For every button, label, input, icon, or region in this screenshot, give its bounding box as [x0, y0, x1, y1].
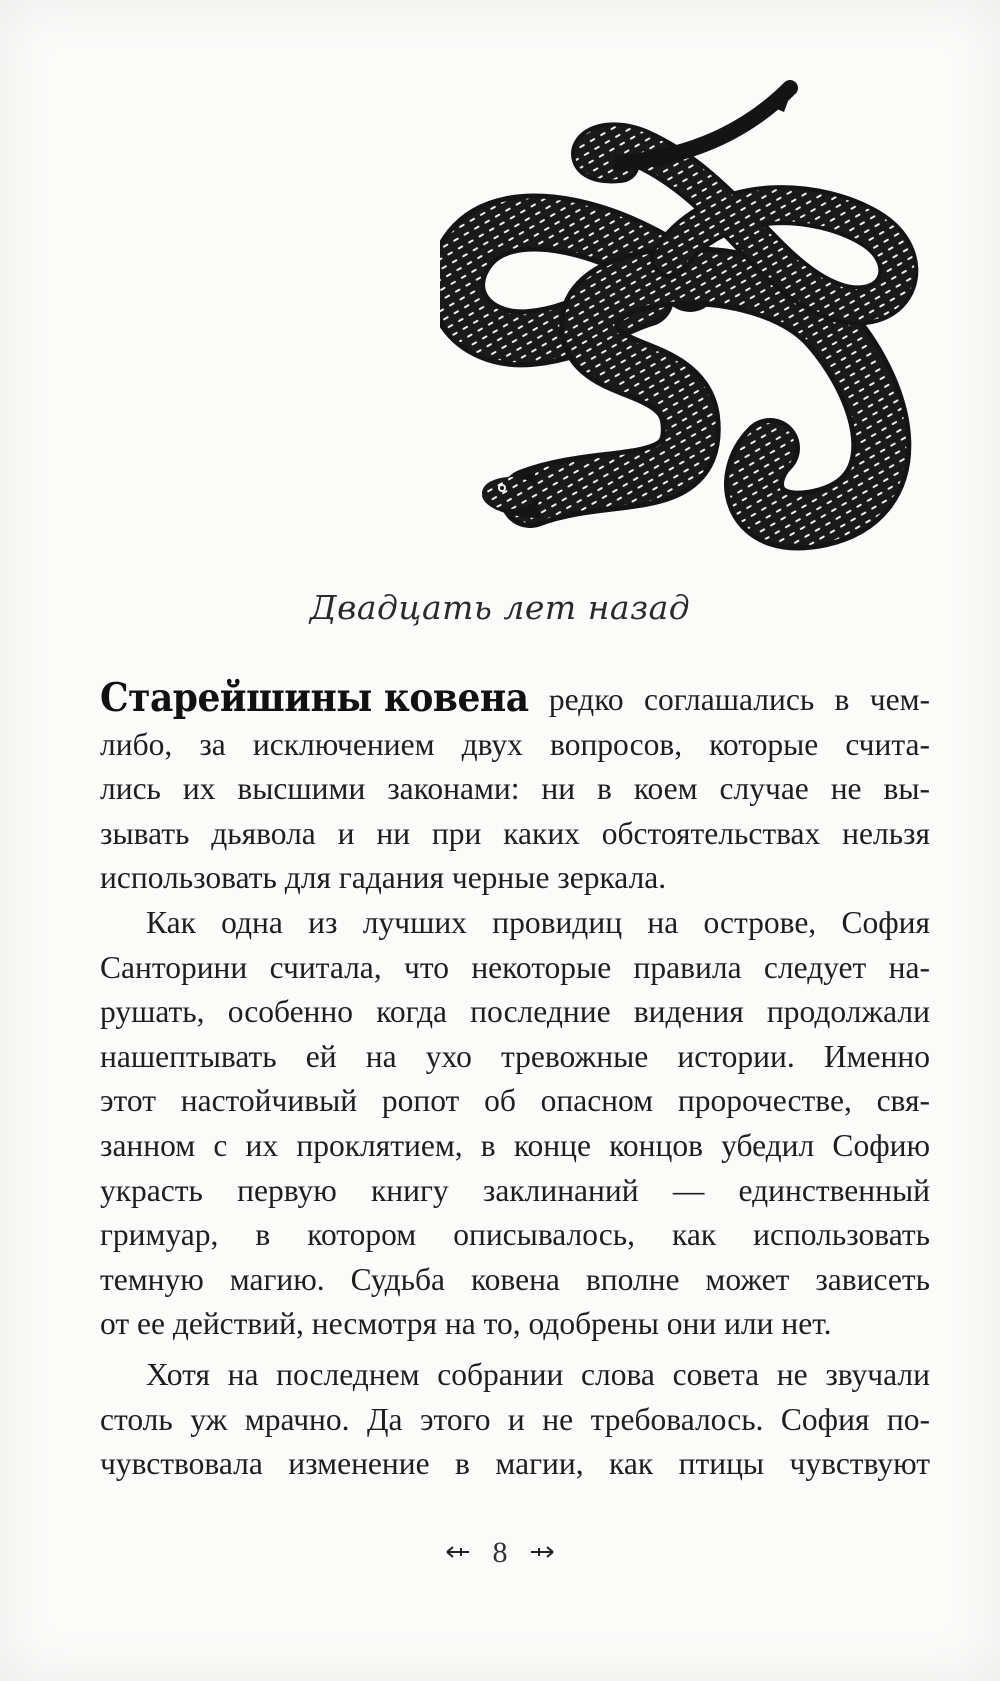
text-line: гримуар, в котором описывалось, как использовать [100, 1217, 930, 1253]
drop-lead-words: Старейшины ковена [100, 675, 529, 721]
right-fleuron-icon [529, 1537, 555, 1567]
text-line: Старейшины ковена редко соглашались в чем- [100, 675, 930, 721]
paragraph-1 [100, 676, 930, 901]
paragraph-3 [100, 1353, 930, 1487]
chapter-date-heading: Двадцать лет назад [309, 588, 691, 627]
text-line: зывать дьявола и ни при каких обстоятельствах нельзя [100, 815, 930, 851]
text-line: занном с их проклятием, в конце концов убедил Софию [100, 1127, 930, 1163]
text-line: столь уж мрачно. Да этого и не требовалось. София по- [100, 1401, 930, 1437]
paragraph-2 [100, 901, 930, 1347]
text-line: рушать, особенно когда последние видения продолжали [100, 994, 930, 1030]
text-line: этот настойчивый ропот об опасном пророчестве, свя- [100, 1083, 930, 1119]
left-fleuron-icon [445, 1537, 471, 1567]
body-text [100, 676, 930, 1487]
text-line: Как одна из лучших провидиц на острове, София [146, 904, 930, 940]
text-line: Хотя на последнем собрании слова совета не звучали [146, 1356, 930, 1392]
text-line: либо, за исключением двух вопросов, которые счита- [100, 726, 930, 762]
text-line: использовать для гадания черные зеркала. [100, 860, 667, 896]
text-line: лись их высшими законами: ни в коем случае не вы- [100, 771, 930, 807]
text-line: темную магию. Судьба ковена вполне может зависеть [100, 1261, 930, 1297]
text-line: украсть первую книгу заклинаний — единственный [100, 1172, 930, 1208]
text-line: Санторини считала, что некоторые правила следует на- [100, 949, 930, 985]
text-line: нашептывать ей на ухо тревожные истории. Именно [100, 1038, 930, 1074]
page-footer [0, 1536, 1000, 1570]
text-line: от ее действий, несмотря на то, одобрены они или нет. [100, 1306, 832, 1342]
serpent-illustration [440, 78, 950, 578]
page-number: 8 [492, 1536, 508, 1569]
text-line: чувствовала изменение в магии, как птицы чувствуют [100, 1446, 930, 1482]
